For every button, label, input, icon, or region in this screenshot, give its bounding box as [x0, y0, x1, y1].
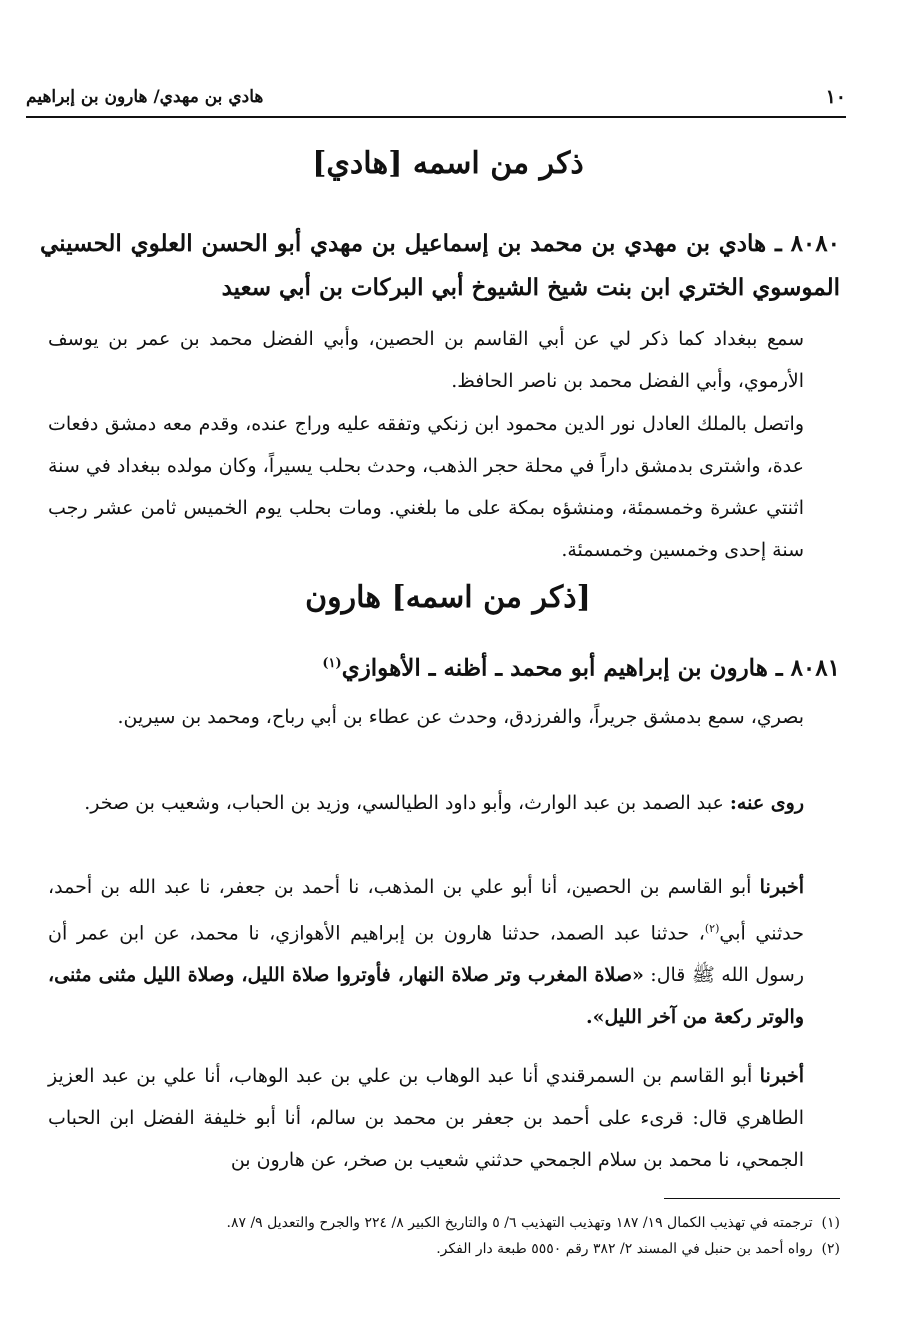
paragraph-hadi-2: واتصل بالملك العادل نور الدين محمود ابن زنكي وتفقه عليه وراج عنده، وقدم معه دمشق دفعات عدة، واشترى بدمشق داراً في محلة حجر الذهب، وحدث بحلب يسيراً، وكان مولده ببغداد في سنة اثنتي عشرة وخمسمئة، ومنشؤه بمكة على ما بلغني. ومات بحلب يوم الخميس ثامن عشر رجب سنة إحدى وخمسين وخمسمئة. [48, 413, 804, 561]
entry-title-8081-text: ٨٠٨١ ـ هارون بن إبراهيم أبو محمد ـ أظنه ـ الأهوازي [341, 654, 840, 682]
section-heading-hadi: ذكر من اسمه [هادي] [312, 146, 584, 181]
running-header [26, 78, 846, 118]
paragraph-isnad-1 [48, 866, 840, 1038]
page-number: ١٠ [825, 86, 846, 108]
narrators-label: روى عنه: [729, 792, 804, 814]
isnad-2-text: أبو القاسم بن السمرقندي أنا عبد الوهاب بن علي بن عبد الوهاب، أنا علي بن عبد العزيز الطاهري قال: قرىء على أحمد بن جعفر بن محمد بن سالم، أنا أبو خليفة الفضل ابن الحباب الجمحي، نا محمد بن سلام الجمحي حدثني شعيب بن صخر، عن هارون بن [48, 1065, 804, 1171]
footnote-2-text: رواه أحمد بن حنبل في المسند ٢/ ٣٨٢ رقم ٥٥٥٠ طبعة دار الفكر. [436, 1241, 813, 1257]
hadith-text: «صلاة المغرب وتر صلاة النهار، فأوتروا صلاة الليل، وصلاة الليل مثنى مثنى، والوتر ركعة من آخر الليل». [48, 964, 804, 1029]
footnote-1-text: ترجمته في تهذيب الكمال ١٩/ ١٨٧ وتهذيب التهذيب ٦/ ٥ والتاريخ الكبير ٨/ ٢٢٤ والجرح والتعديل ٩/ ٨٧. [226, 1215, 813, 1231]
akhbarana-label-1: أخبرنا [759, 876, 804, 898]
paragraph-harun-bio: بصري، سمع بدمشق جريراً، والفرزدق، وحدث عن عطاء بن أبي رباح، ومحمد بن سيرين. [117, 706, 804, 728]
akhbarana-label-2: أخبرنا [759, 1065, 804, 1087]
running-title: هادي بن مهدي/ هارون بن إبراهيم [26, 87, 264, 107]
entry-title-8080: ٨٠٨٠ ـ هادي بن مهدي بن محمد بن إسماعيل بن مهدي أبو الحسن العلوي الحسيني الموسوي الختري ابن بنت شيخ الشيوخ أبي البركات بن أبي سعيد [40, 230, 840, 301]
footnotes [48, 1210, 840, 1262]
entry-title-8081 [40, 642, 840, 691]
footnote-ref-2[interactable]: (٢) [704, 922, 720, 935]
footnote-1 [48, 1210, 840, 1236]
paragraph-hadi-1: سمع ببغداد كما ذكر لي عن أبي القاسم بن الحصين، وأبي الفضل محمد بن عمر بن يوسف الأرموي، وأبي الفضل محمد بن ناصر الحافظ. [48, 328, 804, 392]
footnote-divider [664, 1198, 840, 1199]
paragraph-isnad-2 [48, 1055, 840, 1181]
isnad-1-text-b: ، حدثنا عبد الصمد، حدثنا هارون بن إبراهيم الأهوازي، نا محمد، عن ابن عمر أن رسول الله ﷺ قال: [48, 922, 804, 987]
footnote-2 [48, 1236, 840, 1262]
isnad-1-text-a: أبو القاسم بن الحصين، أنا أبو علي بن المذهب، نا أحمد بن جعفر، نا عبد الله بن أحمد، حدثني أبي [48, 876, 804, 945]
footnote-1-mark: (١) [821, 1215, 840, 1231]
footnote-2-mark: (٢) [821, 1241, 840, 1257]
narrators-text: عبد الصمد بن عبد الوارث، وأبو داود الطيالسي، وزيد بن الحباب، وشعيب بن صخر. [84, 792, 730, 814]
section-heading-harun: [ذكر من اسمه] هارون [305, 580, 591, 615]
paragraph-harun-narrators [48, 782, 840, 824]
footnote-ref-1[interactable]: (١) [322, 656, 342, 671]
